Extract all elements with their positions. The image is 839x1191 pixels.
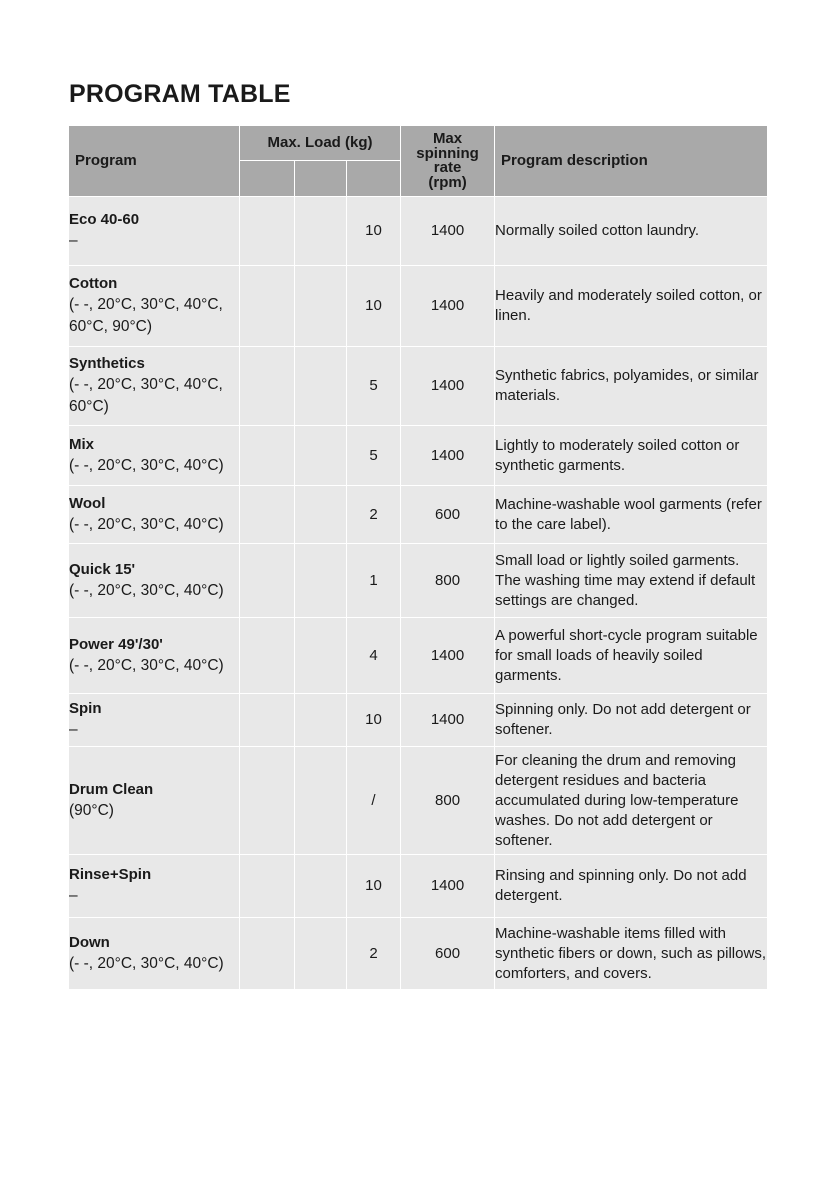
program-cell — [69, 918, 240, 990]
max-rpm-value: 800 — [401, 747, 495, 855]
load-blank-cell-2 — [295, 747, 347, 855]
program-table — [68, 125, 768, 990]
header-load-subcell-3 — [347, 161, 401, 197]
program-temperatures: (- -, 20°C, 30°C, 40°C, 60°C, 90°C) — [69, 296, 223, 335]
header-program: Program — [69, 126, 240, 197]
max-rpm-value: 1400 — [401, 618, 495, 694]
load-blank-cell-1 — [240, 544, 295, 618]
program-name: Quick 15' — [69, 560, 136, 578]
max-load-value: 10 — [347, 694, 401, 747]
header-spin-line-3: rate — [433, 159, 462, 176]
load-blank-cell-2 — [295, 618, 347, 694]
program-temperatures: – — [69, 232, 78, 249]
load-blank-cell-1 — [240, 918, 295, 990]
program-name: Rinse+Spin — [69, 866, 152, 883]
program-temperatures: (- -, 20°C, 30°C, 40°C) — [69, 515, 224, 533]
program-description: For cleaning the drum and removing detergent residues and bacteria accumulated during low-temperature washes. Do not add detergent or softener. — [495, 747, 768, 855]
max-rpm-value: 800 — [401, 544, 495, 618]
table-row — [69, 266, 768, 347]
load-blank-cell-1 — [240, 486, 295, 544]
load-blank-cell-2 — [295, 197, 347, 266]
table-row — [69, 347, 768, 426]
program-cell — [69, 486, 240, 544]
header-load-subcell-1 — [240, 161, 295, 197]
table-row — [69, 486, 768, 544]
max-load-value: 4 — [347, 618, 401, 694]
program-name: Cotton — [69, 275, 118, 292]
load-blank-cell-2 — [295, 486, 347, 544]
max-load-value: 10 — [347, 197, 401, 266]
program-description: A powerful short-cycle program suitable for small loads of heavily soiled garments. — [495, 618, 768, 694]
table-row — [69, 426, 768, 486]
header-spin-line-2: spinning — [416, 144, 479, 162]
max-load-value: 5 — [347, 347, 401, 426]
table-row — [69, 618, 768, 694]
max-rpm-value: 1400 — [401, 855, 495, 918]
program-description: Heavily and moderately soiled cotton, or linen. — [495, 266, 768, 347]
program-cell — [69, 747, 240, 855]
max-load-value: 1 — [347, 544, 401, 618]
program-temperatures: (90°C) — [69, 801, 114, 819]
program-name: Eco 40-60 — [69, 211, 140, 228]
max-rpm-value: 1400 — [401, 197, 495, 266]
load-blank-cell-2 — [295, 694, 347, 747]
table-row — [69, 918, 768, 990]
load-blank-cell-1 — [240, 197, 295, 266]
program-name: Drum Clean — [69, 780, 154, 798]
program-description: Normally soiled cotton laundry. — [495, 197, 768, 266]
max-load-value: 5 — [347, 426, 401, 486]
load-blank-cell-2 — [295, 855, 347, 918]
program-cell — [69, 266, 240, 347]
max-load-value: 2 — [347, 486, 401, 544]
load-blank-cell-1 — [240, 266, 295, 347]
max-load-value: 10 — [347, 266, 401, 347]
load-blank-cell-1 — [240, 747, 295, 855]
max-rpm-value: 1400 — [401, 266, 495, 347]
program-cell — [69, 347, 240, 426]
load-blank-cell-1 — [240, 347, 295, 426]
program-name: Power 49'/30' — [69, 635, 163, 653]
program-temperatures: (- -, 20°C, 30°C, 40°C) — [69, 581, 224, 599]
max-load-value: 10 — [347, 855, 401, 918]
header-load-subcell-2 — [295, 161, 347, 197]
program-cell — [69, 618, 240, 694]
header-max-spinning-rate — [401, 126, 495, 197]
program-description: Small load or lightly soiled garments. The washing time may extend if default settings are changed. — [495, 544, 768, 618]
program-description: Spinning only. Do not add detergent or softener. — [495, 694, 768, 747]
load-blank-cell-2 — [295, 544, 347, 618]
table-row — [69, 544, 768, 618]
load-blank-cell-1 — [240, 855, 295, 918]
program-temperatures: (- -, 20°C, 30°C, 40°C) — [69, 656, 224, 674]
program-temperatures: (- -, 20°C, 30°C, 40°C, 60°C) — [69, 376, 223, 415]
table-row — [69, 855, 768, 918]
table-body — [69, 197, 768, 990]
program-description: Lightly to moderately soiled cotton or synthetic garments. — [495, 426, 768, 486]
max-rpm-value: 600 — [401, 918, 495, 990]
load-blank-cell-2 — [295, 918, 347, 990]
program-description: Synthetic fabrics, polyamides, or similar materials. — [495, 347, 768, 426]
load-blank-cell-2 — [295, 426, 347, 486]
program-name: Wool — [69, 494, 106, 512]
max-rpm-value: 600 — [401, 486, 495, 544]
program-name: Mix — [69, 435, 95, 453]
page-title: PROGRAM TABLE — [69, 80, 291, 108]
program-description: Rinsing and spinning only. Do not add detergent. — [495, 855, 768, 918]
program-temperatures: (- -, 20°C, 30°C, 40°C) — [69, 456, 224, 474]
header-spin-line-4: (rpm) — [428, 173, 467, 191]
max-load-value: / — [347, 747, 401, 855]
program-cell — [69, 544, 240, 618]
max-rpm-value: 1400 — [401, 426, 495, 486]
load-blank-cell-2 — [295, 266, 347, 347]
max-rpm-value: 1400 — [401, 694, 495, 747]
table-row — [69, 197, 768, 266]
program-temperatures: – — [69, 887, 78, 904]
program-description: Machine-washable items filled with synthetic fibers or down, such as pillows, comforters, and covers. — [495, 918, 768, 990]
program-temperatures: – — [69, 721, 78, 738]
program-cell — [69, 197, 240, 266]
load-blank-cell-1 — [240, 694, 295, 747]
table-row — [69, 694, 768, 747]
max-rpm-value: 1400 — [401, 347, 495, 426]
program-name: Synthetics — [69, 355, 145, 372]
max-load-value: 2 — [347, 918, 401, 990]
program-cell — [69, 426, 240, 486]
program-name: Down — [69, 933, 110, 951]
program-cell — [69, 694, 240, 747]
header-max-load: Max. Load (kg) — [240, 126, 401, 161]
program-description: Machine-washable wool garments (refer to the care label). — [495, 486, 768, 544]
program-cell — [69, 855, 240, 918]
table-row — [69, 747, 768, 855]
table-header — [69, 126, 768, 197]
program-name: Spin — [69, 700, 102, 717]
header-program-description: Program description — [495, 126, 768, 197]
load-blank-cell-1 — [240, 618, 295, 694]
load-blank-cell-2 — [295, 347, 347, 426]
load-blank-cell-1 — [240, 426, 295, 486]
program-temperatures: (- -, 20°C, 30°C, 40°C) — [69, 954, 224, 972]
header-spin-line-1: Max — [432, 130, 463, 147]
